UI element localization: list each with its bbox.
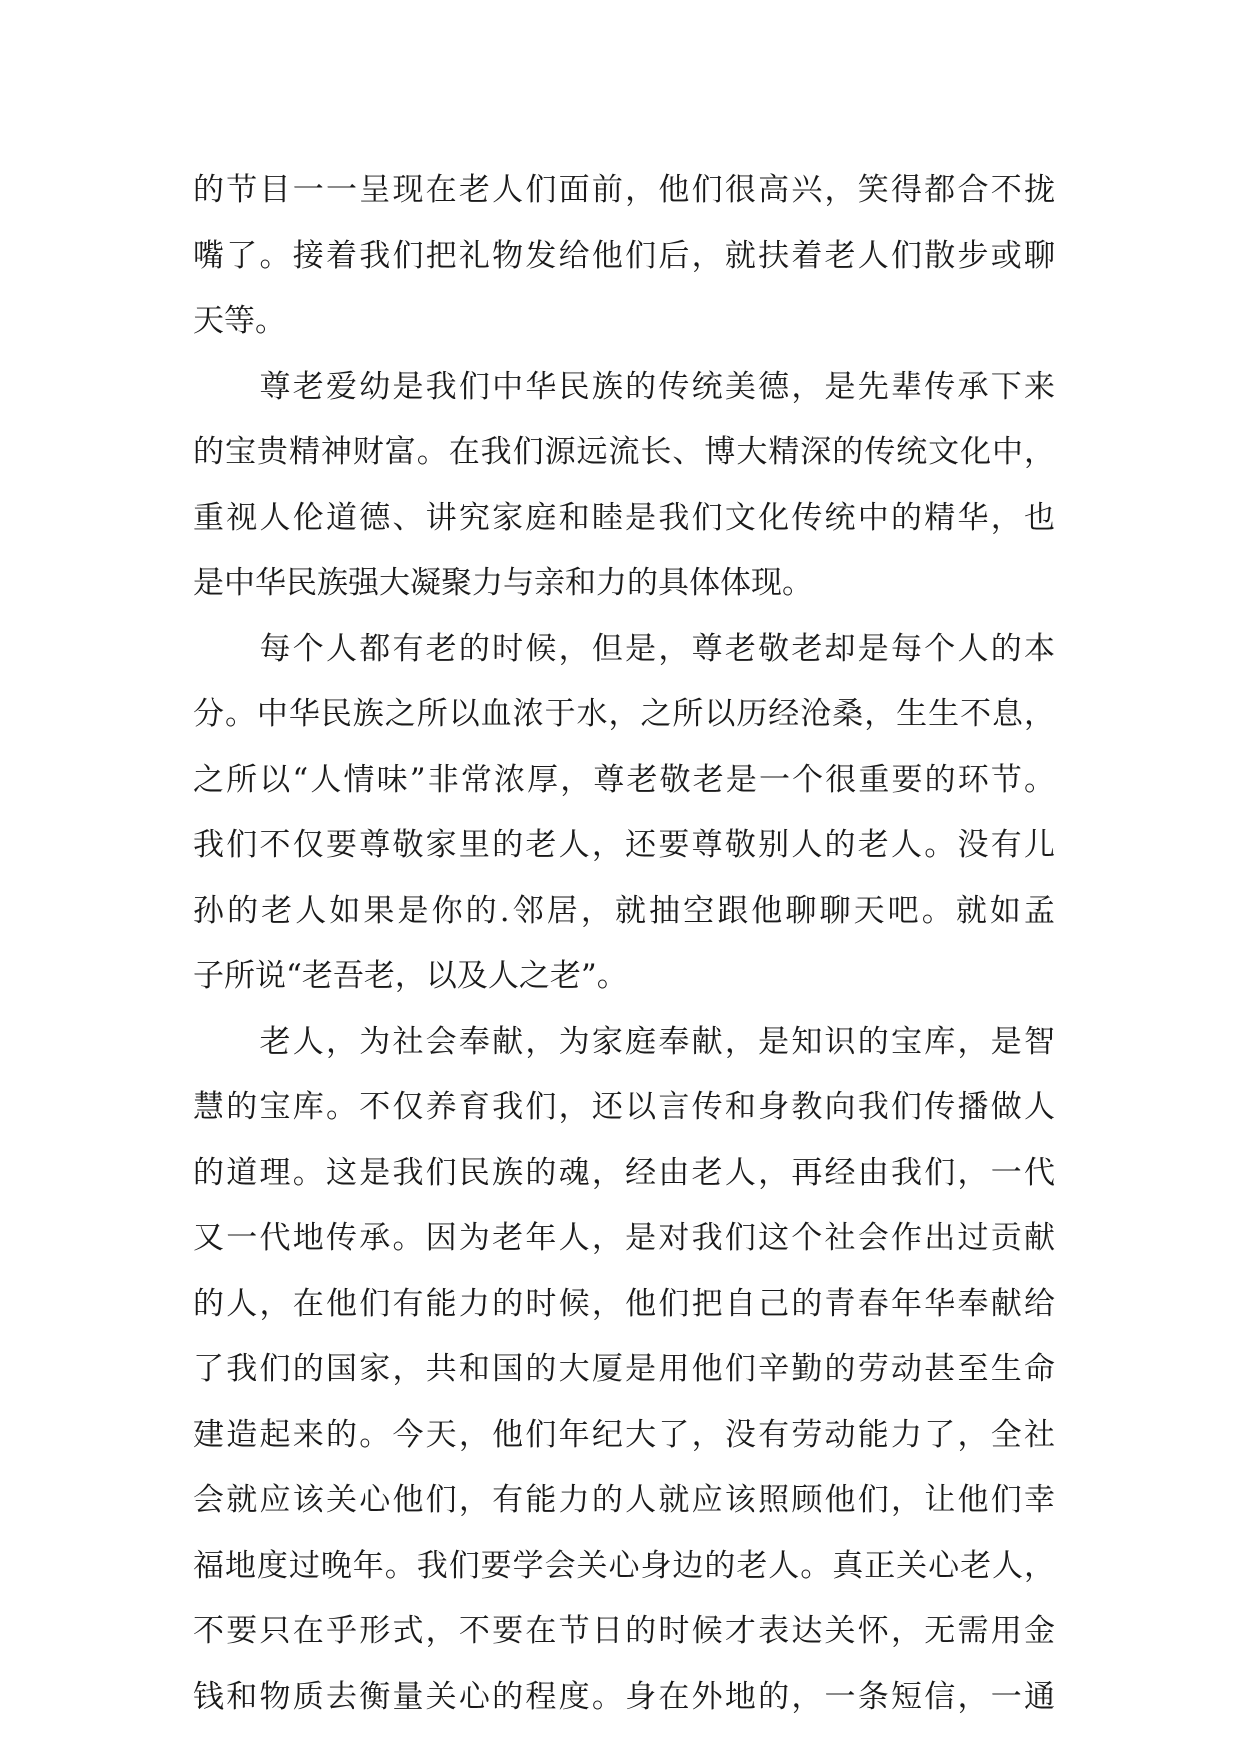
text-line: 嘴了。接着我们把礼物发给他们后，就扶着老人们散步或聊 [193,237,1055,274]
text-line: 每个人都有老的时候，但是，尊老敬老却是每个人的本 [193,630,1055,667]
text-line: 子所说“老吾老，以及人之老”。 [193,958,628,994]
text-line: 了我们的国家，共和国的大厦是用他们辛勤的劳动甚至生命 [193,1351,1055,1387]
text-line: 的道理。这是我们民族的魂，经由老人，再经由我们，一代 [193,1154,1055,1191]
text-line: 是中华民族强大凝聚力与亲和力的具体体现。 [193,565,813,601]
text-line: 尊老爱幼是我们中华民族的传统美德，是先辈传承下来 [193,368,1055,405]
text-line: 重视人伦道德、讲究家庭和睦是我们文化传统中的精华，也 [193,499,1055,536]
text-line: 我们不仅要尊敬家里的老人，还要尊敬别人的老人。没有儿 [193,827,1055,863]
text-line: 之所以“人情味”非常浓厚，尊老敬老是一个很重要的环节。 [193,761,1055,798]
text-line: 的人，在他们有能力的时候，他们把自己的青春年华奉献给 [193,1285,1055,1322]
document-body [193,158,1055,1730]
text-line: 不要只在乎形式，不要在节日的时候才表达关怀，无需用金 [193,1613,1055,1649]
text-line: 慧的宝库。不仅养育我们，还以言传和身教向我们传播做人 [193,1089,1055,1125]
text-line: 的节目一一呈现在老人们面前，他们很高兴，笑得都合不拢 [193,172,1055,208]
text-line: 又一代地传承。因为老年人，是对我们这个社会作出过贡献 [193,1220,1055,1256]
text-line: 钱和物质去衡量关心的程度。身在外地的，一条短信，一通 [193,1678,1055,1715]
text-line: 天等。 [193,303,286,339]
text-line: 建造起来的。今天，他们年纪大了，没有劳动能力了，全社 [193,1416,1055,1453]
text-line: 会就应该关心他们，有能力的人就应该照顾他们，让他们幸 [193,1482,1055,1518]
text-line: 老人，为社会奉献，为家庭奉献，是知识的宝库，是智 [193,1023,1055,1060]
text-line: 福地度过晚年。我们要学会关心身边的老人。真正关心老人， [193,1547,1055,1584]
text-line: 孙的老人如果是你的.邻居，就抽空跟他聊聊天吧。就如孟 [193,892,1055,929]
text-line: 分。中华民族之所以血浓于水，之所以历经沧桑，生生不息， [193,696,1055,732]
text-line: 的宝贵精神财富。在我们源远流长、博大精深的传统文化中， [193,434,1055,470]
